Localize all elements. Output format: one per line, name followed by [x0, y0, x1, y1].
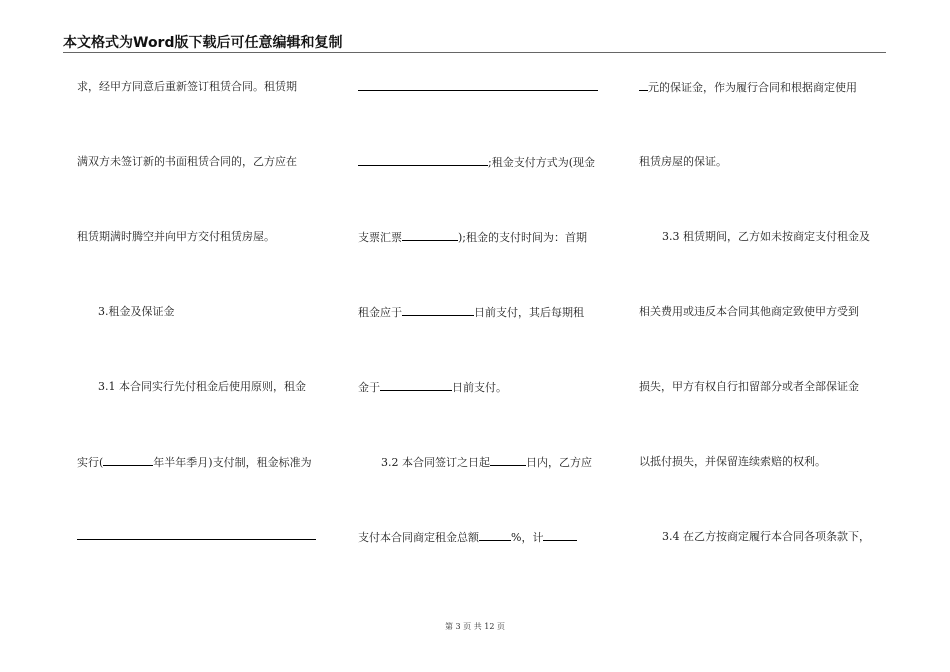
blank-rent-standard — [77, 539, 316, 540]
page-number: 第 3 页 共 12 页 — [445, 622, 505, 631]
col3-line-7: 3.4 在乙方按商定履行本合同各项条款下， — [662, 530, 870, 543]
col1-line-3: 租赁期满时腾空并向甲方交付租赁房屋。 — [77, 230, 275, 243]
col1-line-2: 满双方未签订新的书面租赁合同的，乙方应在 — [77, 155, 297, 168]
blank-periodic-payment-date — [380, 380, 452, 391]
col2-line-6-start: 3.2 本合同签订之日起 — [381, 456, 490, 469]
col3-line-1-text: 元的保证金，作为履行合同和根据商定使用 — [648, 81, 857, 94]
col2-line-4 — [358, 305, 584, 320]
blank-deposit-amount — [543, 530, 577, 541]
col2-line-3-start: 支票汇票 — [358, 231, 402, 244]
col3-line-5: 损失，甲方有权自行扣留部分或者全部保证金 — [639, 380, 859, 393]
blank-rent-amount — [358, 90, 598, 91]
col2-line-6-end: 日内，乙方应 — [526, 456, 592, 469]
col1-line-6-start: 实行( — [77, 456, 104, 469]
col2-line-7 — [358, 530, 577, 545]
blank-deposit-amount-2 — [639, 80, 648, 91]
header-divider — [63, 52, 886, 53]
col2-line-7-end: %，计 — [511, 531, 544, 544]
col2-line-7-start: 支付本合同商定租金总额 — [358, 531, 479, 544]
col2-line-3 — [358, 230, 587, 245]
col3-line-4: 相关费用或违反本合同其他商定致使甲方受到 — [639, 305, 859, 318]
col1-line-6-end: 年半年季月)支付制，租金标准为 — [153, 456, 312, 469]
document-header-title: 本文格式为Word版下载后可任意编辑和复制 — [63, 35, 343, 51]
col1-line-6 — [77, 455, 312, 470]
col1-line-5: 3.1 本合同实行先付租金后使用原则，租金 — [98, 380, 306, 393]
col1-section-heading: 3.租金及保证金 — [98, 305, 175, 318]
col2-line-4-start: 租金应于 — [358, 306, 402, 319]
col3-line-6: 以抵付损失，并保留连续索赔的权利。 — [639, 455, 826, 468]
blank-first-payment-date — [402, 305, 474, 316]
col3-line-2: 租赁房屋的保证。 — [639, 155, 727, 168]
col2-line-5 — [358, 380, 507, 395]
blank-percentage — [479, 530, 511, 541]
col3-line-3: 3.3 租赁期间，乙方如未按商定支付租金及 — [662, 230, 870, 243]
col2-line-5-end: 日前支付。 — [452, 381, 507, 394]
col3-line-1 — [639, 80, 857, 95]
col2-line-6 — [381, 455, 592, 470]
blank-rent-amount-2 — [358, 155, 488, 166]
col2-line-2-text: ;租金支付方式为(现金 — [488, 156, 595, 169]
col1-line-1: 求，经甲方同意后重新签订租赁合同。租赁期 — [77, 80, 297, 93]
blank-payment-method — [402, 230, 458, 241]
blank-payment-period — [103, 455, 153, 466]
col2-line-3-end: );租金的支付时间为：首期 — [458, 231, 587, 244]
col2-line-4-end: 日前支付，其后每期租 — [474, 306, 584, 319]
col2-line-5-start: 金于 — [358, 381, 380, 394]
col2-line-2 — [358, 155, 595, 170]
blank-days — [490, 455, 526, 466]
